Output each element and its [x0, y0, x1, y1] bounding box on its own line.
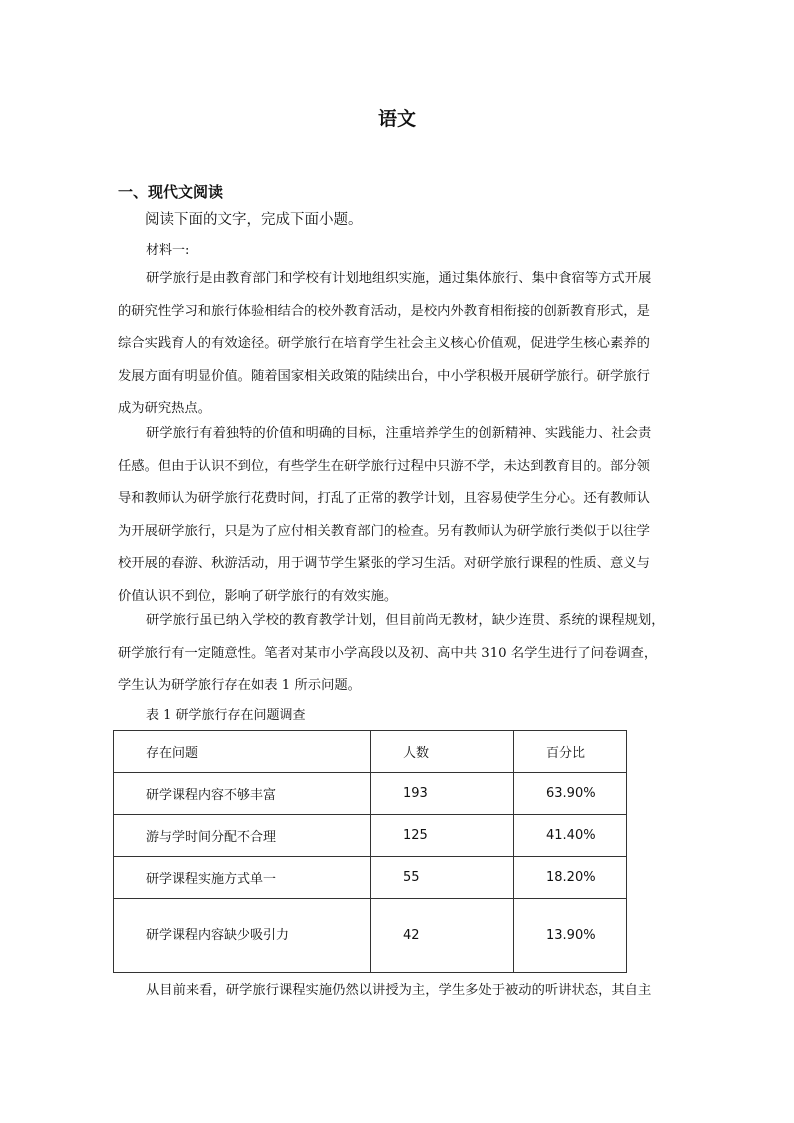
table-cell: 研学课程内容不够丰富 [114, 773, 371, 815]
paragraph-4 [118, 975, 678, 1008]
paragraph-line: 的研究性学习和旅行体验相结合的校外教育活动，是校内外教育相衔接的创新教育形式，是 [118, 303, 650, 319]
page-title: 语文 [377, 108, 416, 130]
paragraph-line: 任感。但由于认识不到位，有些学生在研学旅行过程中只游不学，未达到教育目的。部分领 [118, 458, 650, 474]
table-row [114, 899, 627, 973]
paragraph-line: 为开展研学旅行，只是为了应付相关教育部门的检查。另有教师认为研学旅行类似于以往学 [118, 523, 650, 539]
section-heading: 一、现代文阅读 [118, 183, 224, 201]
table-header-cell: 人数 [371, 731, 514, 773]
paragraph-line: 发展方面有明显价值。随着国家相关政策的陆续出台，中小学积极开展研学旅行。研学旅行 [118, 368, 650, 384]
table-cell: 55 [371, 857, 514, 899]
table-cell: 42 [371, 899, 514, 973]
paragraph-line: 校开展的春游、秋游活动，用于调节学生紧张的学习生活。对研学旅行课程的性质、意义与 [118, 556, 650, 571]
table-cell: 18.20% [514, 857, 627, 899]
table-header-cell: 百分比 [514, 731, 627, 773]
paragraph-3 [118, 605, 678, 703]
table-cell: 125 [371, 815, 514, 857]
paragraph-line: 综合实践育人的有效途径。研学旅行在培育学生社会主义核心价值观，促进学生核心素养的 [118, 336, 650, 351]
paragraph-line: 导和教师认为研学旅行花费时间，打乱了正常的教学计划，且容易使学生分心。还有教师认 [118, 491, 650, 506]
table-header-cell: 存在问题 [114, 731, 371, 773]
table-caption: 表 1 研学旅行存在问题调查 [146, 708, 306, 723]
table-row [114, 857, 627, 899]
paragraph-line: 学生认为研学旅行存在如表 1 所示问题。 [118, 678, 361, 693]
table-cell: 研学课程内容缺少吸引力 [114, 899, 371, 973]
paragraph-line: 从目前来看，研学旅行课程实施仍然以讲授为主，学生多处于被动的听讲状态，其自主 [146, 983, 652, 998]
table-cell: 63.90% [514, 773, 627, 815]
paragraph-line: 研学旅行有一定随意性。笔者对某市小学高段以及初、高中共 310 名学生进行了问卷调查， [118, 645, 658, 661]
survey-table [113, 730, 627, 973]
table-row [114, 773, 627, 815]
instruction-text: 阅读下面的文字，完成下面小题。 [145, 212, 363, 228]
table-cell: 研学课程实施方式单一 [114, 857, 371, 899]
table-cell: 41.40% [514, 815, 627, 857]
paragraph-line: 研学旅行虽已纳入学校的教育教学计划，但目前尚无教材，缺少连贯、系统的课程规划， [146, 613, 665, 628]
paragraph-line: 价值认识不到位，影响了研学旅行的有效实施。 [118, 588, 398, 604]
table-header-row [114, 731, 627, 773]
paragraph-line: 研学旅行是由教育部门和学校有计划地组织实施，通过集体旅行、集中食宿等方式开展 [146, 271, 652, 286]
paragraph-1 [118, 263, 678, 426]
paragraph-2 [118, 418, 678, 613]
table-cell: 游与学时间分配不合理 [114, 815, 371, 857]
paragraph-line: 成为研究热点。 [118, 401, 212, 416]
table-cell: 13.90% [514, 899, 627, 973]
table-cell: 193 [371, 773, 514, 815]
table-row [114, 815, 627, 857]
material-label: 材料一: [146, 243, 190, 258]
paragraph-line: 研学旅行有着独特的价值和明确的目标，注重培养学生的创新精神、实践能力、社会责 [146, 426, 652, 441]
